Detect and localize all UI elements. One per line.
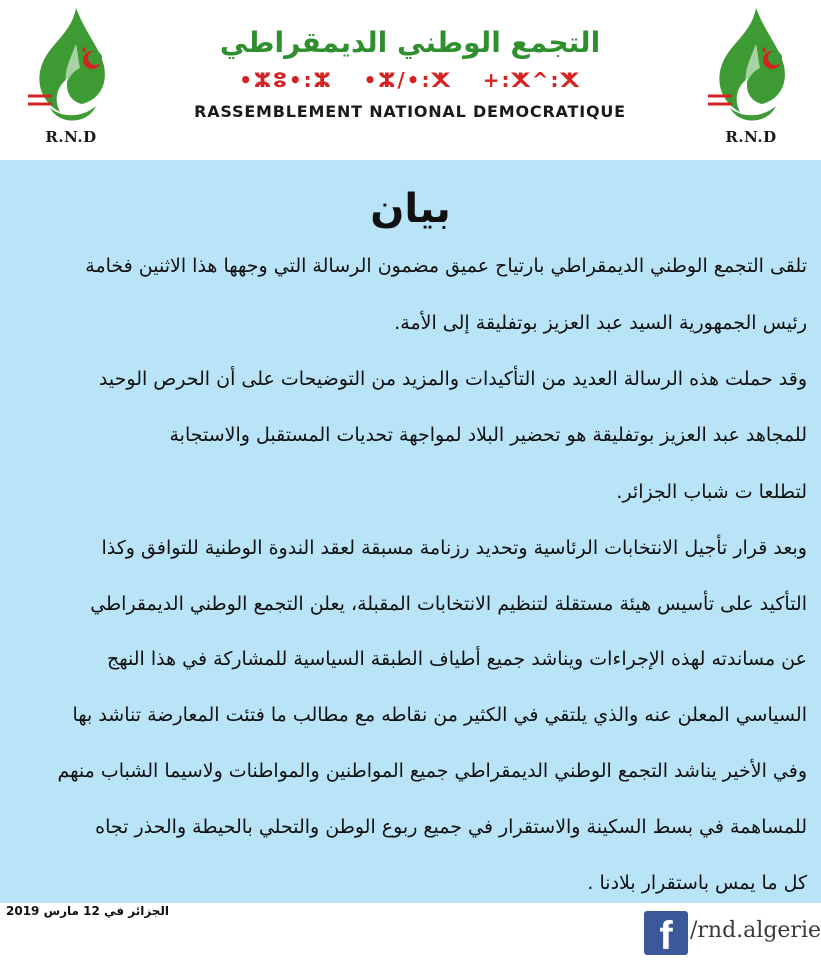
statement-line: عن مساندته لهذه الإجراءات ويناشد جميع أطياف الطبقة السياسية للمشاركة في هذا النهج [107, 648, 807, 670]
statement-line: لتطلعا ت شباب الجزائر. [616, 481, 807, 503]
party-name-tifinagh: •ⵣⵓ•:ⵣ •ⵣ/•:ⵅ +:ⵅ^:ⵅ [239, 68, 581, 92]
statement-date: الجزائر في 12 مارس 2019 [6, 904, 170, 918]
rnd-logo-right [696, 4, 806, 154]
statement-line: للمجاهد عبد العزيز بوتفليقة هو تحضير البلاد لمواجهة تحديات المستقبل والاستجابة [169, 424, 807, 446]
statement-line: وفي الأخير يناشد التجمع الوطني الديمقراطي جميع المواطنين والمواطنات ولاسيما الشباب منهم [57, 760, 807, 782]
facebook-icon[interactable] [644, 911, 688, 958]
statement-line: تلقى التجمع الوطني الديمقراطي بارتياح عميق مضمون الرسالة التي وجهها هذا الاثنين فخامة [85, 255, 807, 277]
flame-emblem-icon [696, 4, 806, 128]
facebook-handle-link[interactable]: /rnd.algerie [690, 918, 821, 943]
statement-line: للمساهمة في بسط السكينة والاستقرار في جميع ربوع الوطن والتحلي بالحيطة والحذر تجاه [95, 816, 807, 838]
statement-line: السياسي المعلن عنه والذي يلتقي في الكثير من نقاطه مع مطالب ما فتئت المعارضة تناشد بها [72, 704, 807, 726]
facebook-glyph: f [659, 914, 673, 958]
rnd-logo-left [16, 4, 126, 154]
party-name-arabic: التجمع الوطني الديمقراطي [219, 26, 601, 59]
flame-emblem-icon [16, 4, 126, 128]
statement-line: وقد حملت هذه الرسالة العديد من التأكيدات والمزيد من التوضيحات على أن الحرص الوحيد [98, 368, 807, 390]
logo-text-right: R.N.D [725, 128, 777, 146]
statement-line: التأكيد على تأسيس هيئة مستقلة لتنظيم الانتخابات المقبلة، يعلن التجمع الوطني الديمقراطي [90, 593, 807, 615]
statement-line: رئيس الجمهورية السيد عبد العزيز بوتفليقة إلى الأمة. [394, 312, 807, 334]
statement-heading: بيان [370, 186, 451, 232]
statement-line: كل ما يمس باستقرار بلادنا . [587, 872, 807, 894]
party-name-french: RASSEMBLEMENT NATIONAL DEMOCRATIQUE [194, 102, 626, 121]
statement-line: وبعد قرار تأجيل الانتخابات الرئاسية وتحديد رزنامة مسبقة لعقد الندوة الوطنية للتوافق وكذا [101, 537, 807, 559]
logo-text-left: R.N.D [45, 128, 97, 146]
